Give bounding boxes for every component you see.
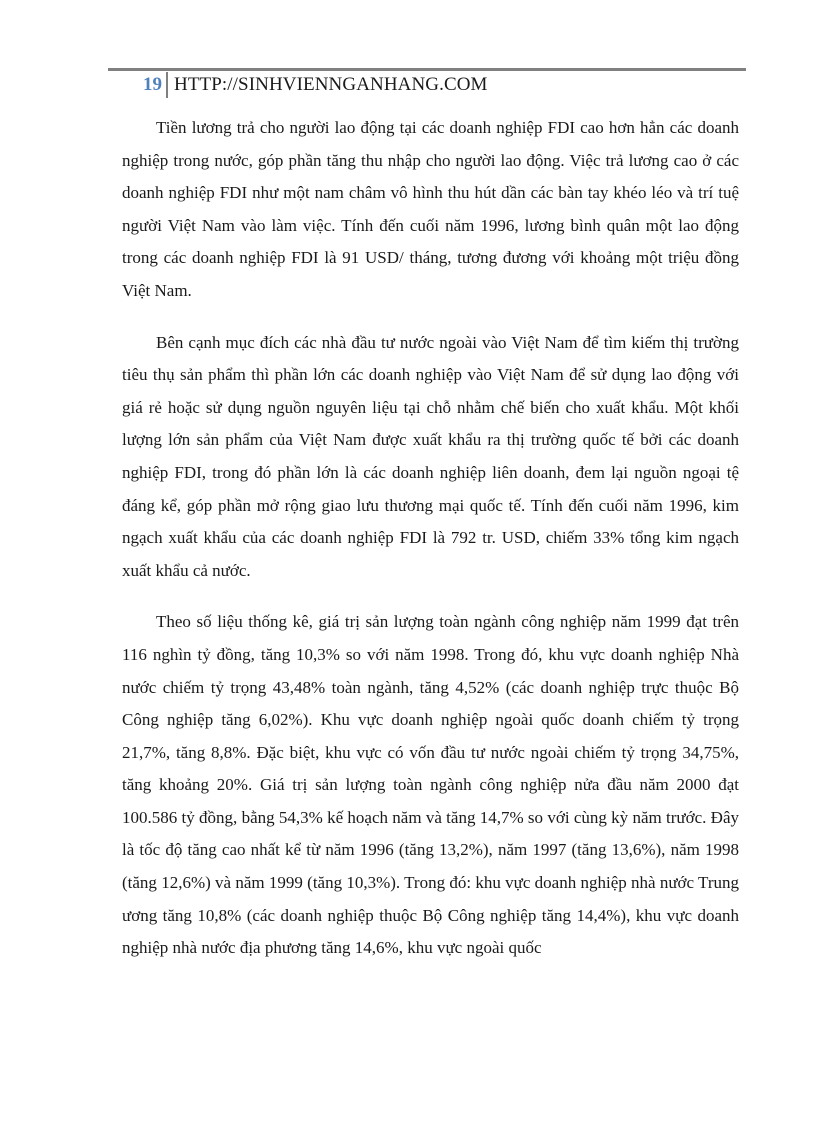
page-number: 19 bbox=[143, 74, 162, 95]
header-site-url: HTTP://SINHVIENNGANHANG.COM bbox=[174, 74, 488, 95]
paragraph-industrial-output: Theo số liệu thống kê, giá trị sản lượng toàn ngành công nghiệp năm 1999 đạt trên 116 nghìn tỷ đồng, tăng 10,3% so với năm 1998. Trong đó, khu vực doanh nghiệp Nhà nước chiếm tỷ trọng 43,48% toàn ngành, tăng 4,52% (các doanh nghiệp trực thuộc Bộ Công nghiệp tăng 6,02%). Khu vực doanh nghiệp ngoài quốc doanh chiếm tỷ trọng 21,7%, tăng 8,8%. Đặc biệt, khu vực có vốn đầu tư nước ngoài chiếm tỷ trọng 34,75%, tăng khoảng 20%. Giá trị sản lượng toàn ngành công nghiệp nửa đầu năm 2000 đạt 100.586 tỷ đồng, bằng 54,3% kế hoạch năm và tăng 14,7% so với cùng kỳ năm trước. Đây là tốc độ tăng cao nhất kể từ năm 1996 (tăng 13,2%), năm 1997 (tăng 13,6%), năm 1998 (tăng 12,6%) và năm 1999 (tăng 10,3%). Trong đó: khu vực doanh nghiệp nhà nước Trung ương tăng 10,8% (các doanh nghiệp thuộc Bộ Công nghiệp tăng 14,4%), khu vực doanh nghiệp nhà nước địa phương tăng 14,6%, khu vực ngoài quốc bbox=[122, 612, 739, 958]
header-rule bbox=[108, 68, 746, 71]
page-header bbox=[108, 72, 488, 98]
paragraph-exports: Bên cạnh mục đích các nhà đầu tư nước ngoài vào Việt Nam để tìm kiếm thị trường tiêu thụ sản phẩm thì phần lớn các doanh nghiệp vào Việt Nam để sử dụng lao động với giá rẻ hoặc sử dụng nguồn nguyên liệu tại chỗ nhằm chế biến cho xuất khẩu. Một khối lượng lớn sản phẩm của Việt Nam được xuất khẩu ra thị trường quốc tế bởi các doanh nghiệp FDI, trong đó phần lớn là các doanh nghiệp liên doanh, đem lại nguồn ngoại tệ đáng kể, góp phần mở rộng giao lưu thương mại quốc tế. Tính đến cuối năm 1996, kim ngạch xuất khẩu của các doanh nghiệp FDI là 792 tr. USD, chiếm 33% tổng kim ngạch xuất khẩu cả nước. bbox=[122, 332, 739, 580]
document-body bbox=[122, 112, 739, 984]
header-divider bbox=[166, 72, 168, 98]
paragraph-wages: Tiền lương trả cho người lao động tại các doanh nghiệp FDI cao hơn hẳn các doanh nghiệp trong nước, góp phần tăng thu nhập cho người lao động. Việc trả lương cao ở các doanh nghiệp FDI như một nam châm vô hình thu hút dần các bàn tay khéo léo và trí tuệ người Việt Nam vào làm việc. Tính đến cuối năm 1996, lương bình quân một lao động trong các doanh nghiệp FDI là 91 USD/ tháng, tương đương với khoảng một triệu đồng Việt Nam. bbox=[122, 118, 739, 300]
